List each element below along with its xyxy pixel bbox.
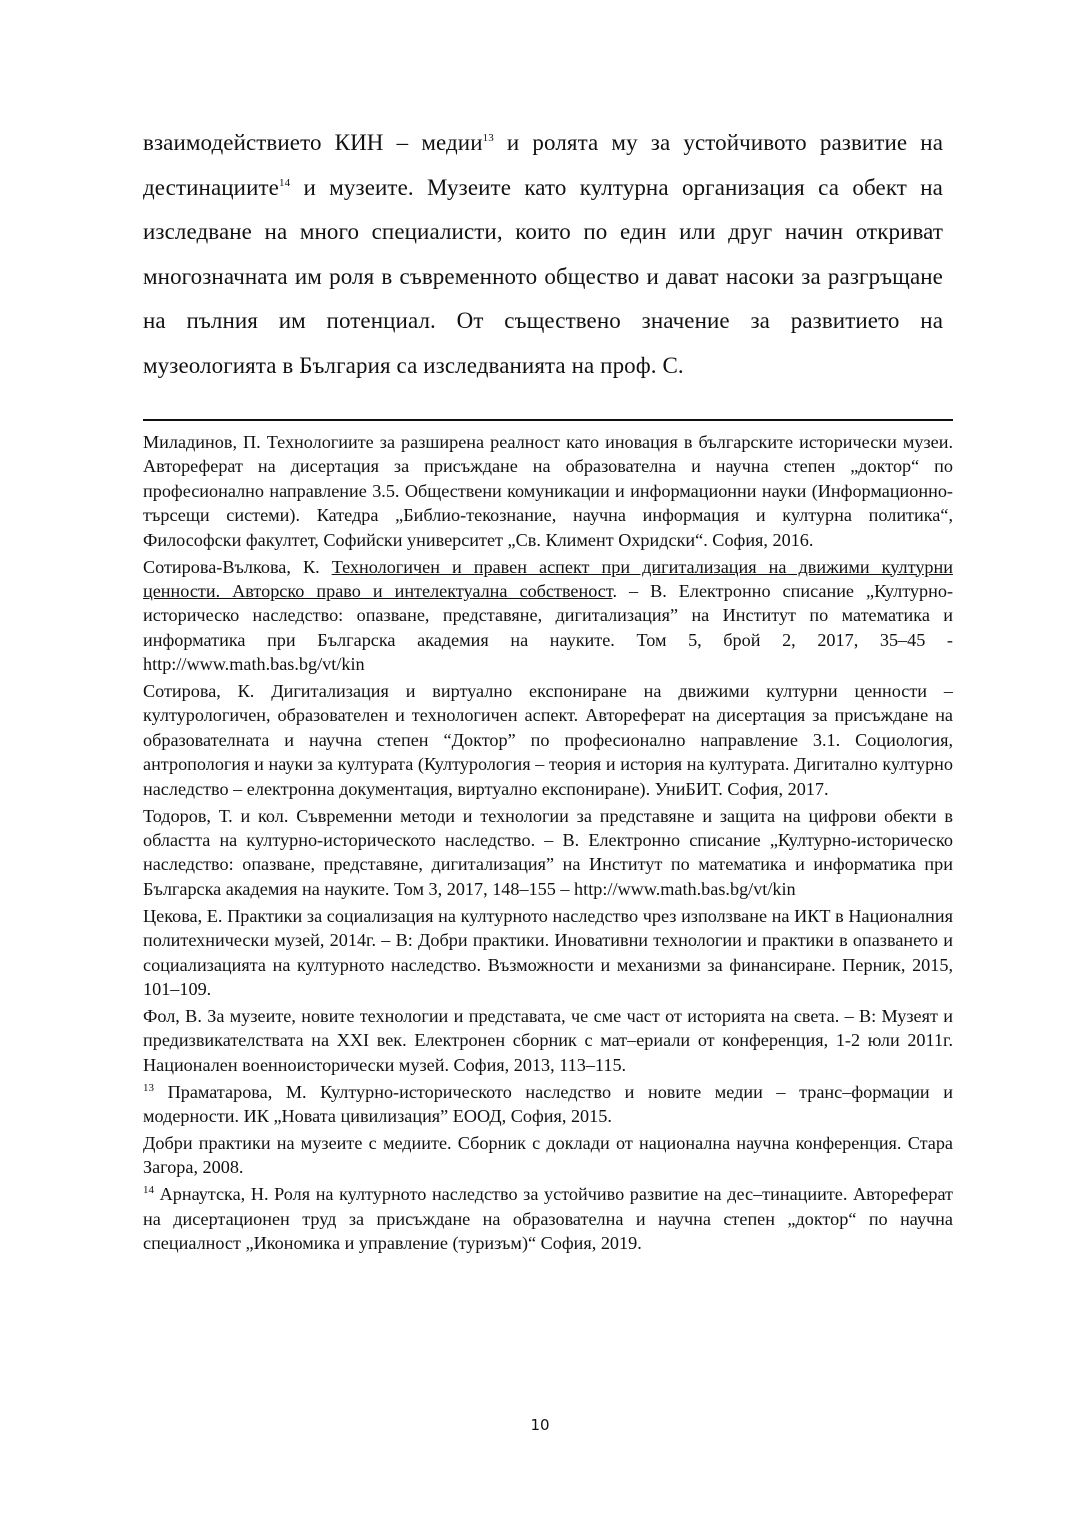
- footnote-separator: [143, 419, 953, 421]
- footnote-entry: [143, 430, 953, 552]
- footnote-entry: [143, 804, 953, 902]
- footnote-text: Праматарова, М. Културно-историческото наследство и новите медии – транс–формации и модерности. ИК „Новата цивилизация” ЕООД, София, 2015.: [143, 1081, 953, 1126]
- footnote-text: Добри практики на музеите с медиите. Сборник с доклади от национална научна конференция. Стара Загора, 2008.: [143, 1132, 953, 1178]
- footnote-entry: [143, 1004, 953, 1077]
- footnote-13: [143, 1080, 953, 1129]
- footnote-text: Фол, В. За музеите, новите технологии и представата, че сме част от историята на света. – В: Музеят и предизвикателствата на XXI век. Електронен сборник с мат–ериали от конференция, 1-2 юли 2011г. Национален военноисторически музей. София, 2013, 113–115.: [143, 1005, 953, 1075]
- footnote-text: . – В. Електронно списание „Културно-историческо наследство: опазване, представяне, дигитализация” на Институт по математика и информатика при Българска академия на науките. Том 5, брой 2, 2017, 35–45 - http://www.math.bas.bg/vt/kin: [143, 580, 953, 675]
- footnote-text: Цекова, Е. Практики за социализация на културното наследство чрез използване на ИКТ в Националния политехнически музей, 2014г. – В: Добри практики. Иновативни технологии и практики в опазването и социализацията на културното наследство. Възможности и механизми за финансиране. Перник, 2015, 101–109.: [143, 905, 953, 999]
- body-segment: взаимодействието КИН – медии: [143, 130, 483, 155]
- footnote-entry: [143, 904, 953, 1002]
- footnote-text: Тодоров, Т. и кол. Съвременни методи и технологии за представяне и защита на цифрови обекти в областта на културно-историческото наследство. – В. Електронно списание „Културно-историческо наследство: опазване, представяне, дигитализация” на Институт по математика и информатика при Българска академия на науките. Том 3, 2017, 148–155 – http://www.math.bas.bg/vt/kin: [143, 805, 953, 899]
- footnotes: [143, 430, 953, 1258]
- footnote-text: Арнаутска, Н. Роля на културното наследство за устойчиво развитие на дес–тинациите. Автореферат на дисертационен труд за присъждане на образователна и научна степен „доктор“ по научна специалност „Икономика и управление (туризъм)“ София, 2019.: [143, 1184, 953, 1253]
- footnote-14: [143, 1182, 953, 1255]
- body-segment: и музеите. Музеите като културна организация са обект на изследване на много специалисти, които по един или друг начин откриват многозначната им роля в съвременното общество и дават насоки за разгръщане на пълния им потенциал. От съществено значение за развитието на музеологията в България са изследванията на проф. С.: [143, 174, 943, 378]
- footnote-link-text[interactable]: Технологичен и правен аспект при дигитализация на движими културни ценности. Авторско право и интелектуална собственост: [143, 556, 953, 601]
- footnote-text: Сотирова, К. Дигитализация и виртуално експониране на движими културни ценности – културологичен, образователен и технологичен аспект. Автореферат на дисертация за присъждане на образователната и научна степен “Доктор” по професионално направление 3.1. Социология, антропология и науки за културата (Културология – теория и история на културата. Дигитално културно наследство – електронна документация, виртуално експониране). УниБИТ. София, 2017.: [143, 681, 953, 799]
- footnote-entry: [143, 679, 953, 801]
- footnote-number: 13: [143, 1081, 154, 1094]
- body-text: [143, 121, 943, 388]
- footnote-number: 14: [143, 1184, 154, 1197]
- footnote-text: Сотирова-Вълкова, К.: [143, 556, 332, 577]
- body-segment: и ролята му за устойчивото развитие на дестинациите: [143, 130, 943, 200]
- body-paragraph: [143, 121, 943, 388]
- footnote-entry: [143, 555, 953, 677]
- page-number: 10: [530, 1416, 550, 1434]
- footnote-ref-14: 14: [278, 176, 291, 189]
- footnote-ref-13: 13: [482, 132, 494, 144]
- footnote-entry: [143, 1131, 953, 1180]
- footnote-text: Миладинов, П. Технологиите за разширена реалност като иновация в българските исторически музеи. Автореферат на дисертация за присъждане на образователна и научна степен „доктор“ по професионално направление 3.5. Обществени комуникации и информационни науки (Информационно-търсещи системи). Катедра „Библио-текознание, научна информация и културна политика“, Философски факултет, Софийски университет „Св. Климент Охридски“. София, 2016.: [143, 432, 953, 550]
